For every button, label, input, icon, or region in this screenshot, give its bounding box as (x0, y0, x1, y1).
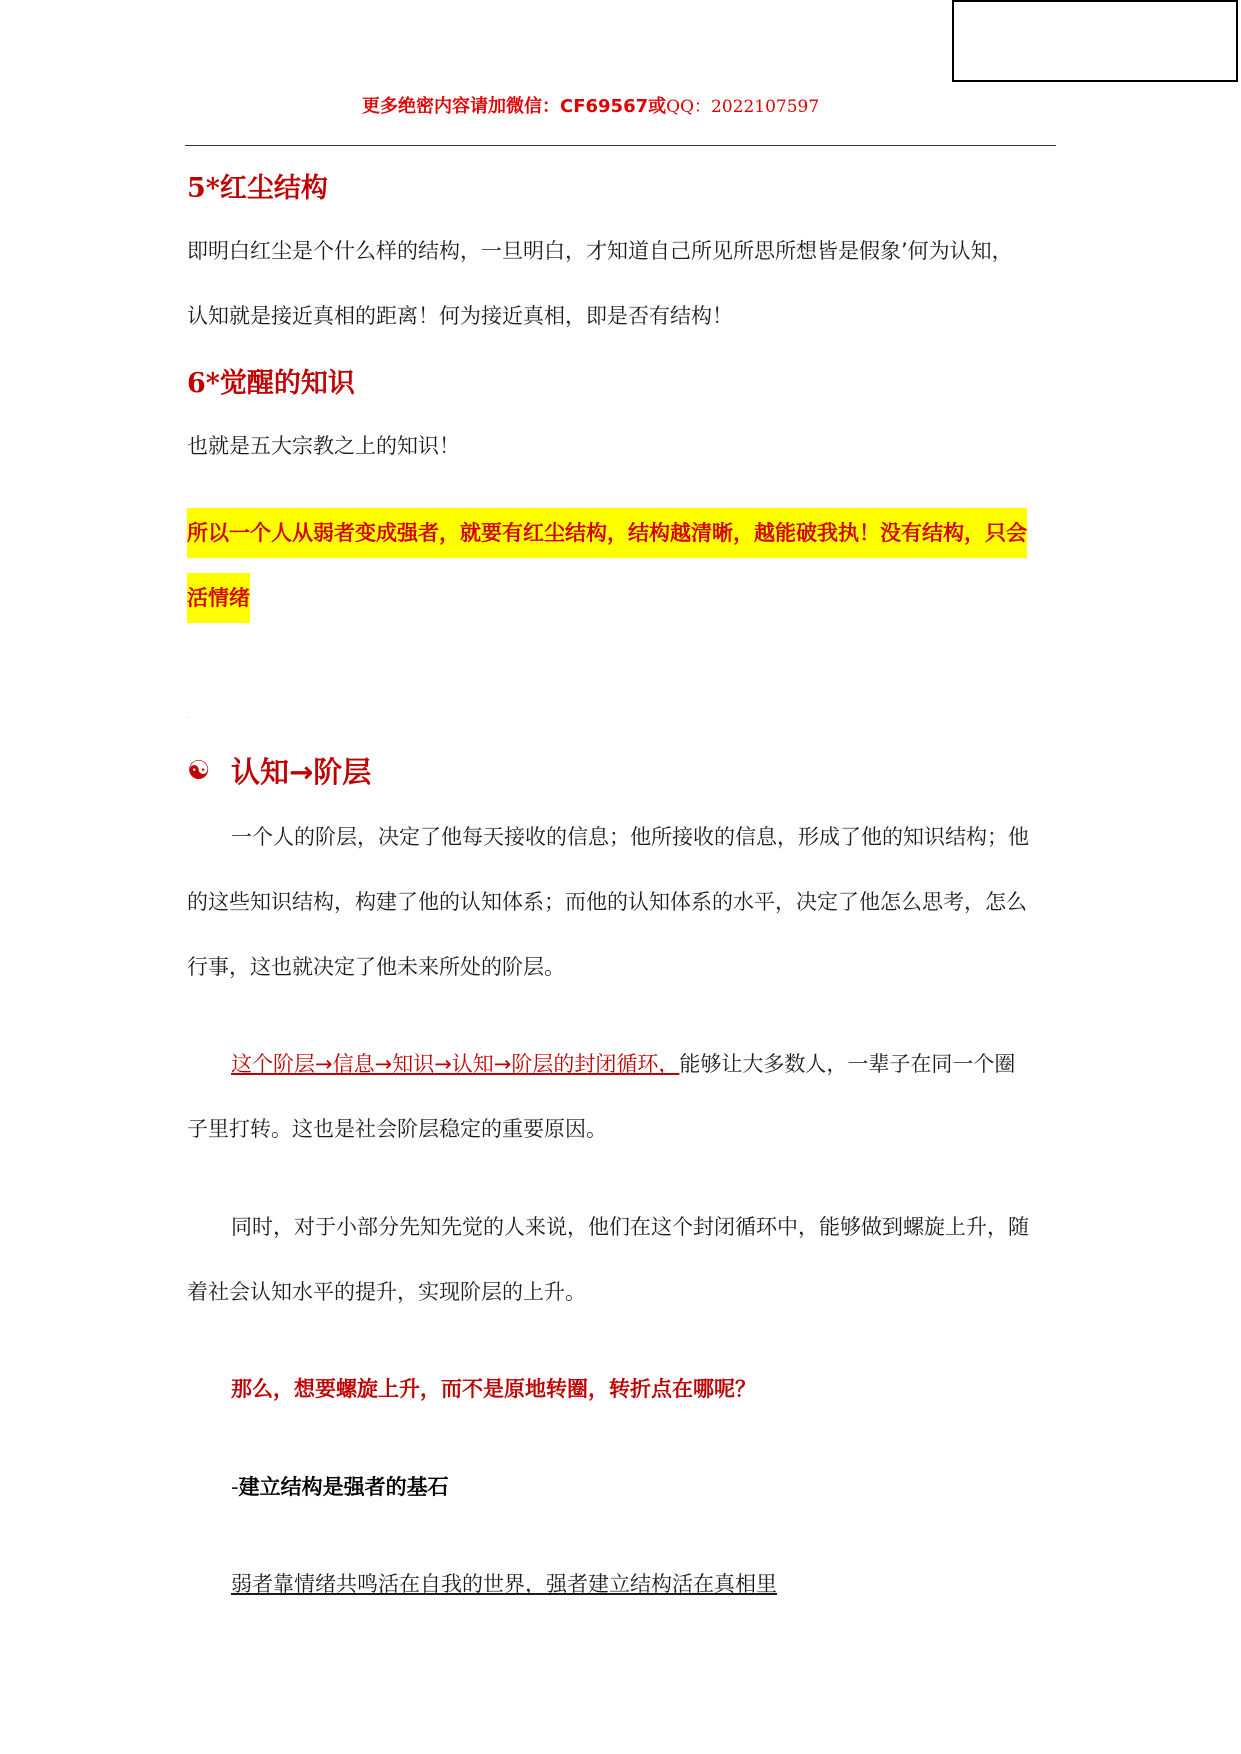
paragraph-line: 一个人的阶层，决定了他每天接收的信息；他所接收的信息，形成了他的知识结构；他 (231, 825, 1029, 849)
heading-text: 觉醒的知识 (219, 368, 355, 399)
paragraph-line: 着社会认知水平的提升，实现阶层的上升。 (187, 1280, 586, 1304)
yin-yang-icon: ☯ (187, 755, 211, 786)
point-heading (231, 1471, 449, 1501)
contact-text: 更多绝密内容请加微信：CF69567或 (362, 96, 667, 117)
paragraph-text: 能够让大多数人，一辈子在同一个圈 (679, 1052, 1016, 1076)
highlighted-statement-line: 活情绪 (187, 573, 250, 623)
point-title: 建立结构是强者的基石 (238, 1475, 449, 1499)
highlighted-statement-line: 所以一个人从弱者变成强者，就要有红尘结构，结构越清晰，越能破我执！没有结构，只会 (187, 508, 1027, 558)
section-title: 认知→阶层 (231, 755, 372, 789)
stray-dot: · (187, 715, 189, 722)
point-dash: - (231, 1475, 239, 1499)
qq-text: QQ：2022107597 (666, 97, 820, 117)
header-contact-note (362, 92, 819, 118)
paragraph-line: 行事，这也就决定了他未来所处的阶层。 (187, 955, 565, 979)
paragraph-line: 即明白红尘是个什么样的结构，一旦明白，才知道自己所见所思所想皆是假象’何为认知， (187, 239, 1013, 263)
paragraph-line (231, 1048, 1015, 1078)
paragraph-line: 的这些知识结构，构建了他的认知体系；而他的认知体系的水平，决定了他怎么思考，怎么 (187, 890, 1027, 914)
closing-statement: 弱者靠情绪共鸣活在自我的世界，强者建立结构活在真相里 (231, 1572, 777, 1596)
closed-loop-link[interactable]: 这个阶层→信息→知识→认知→阶层的封闭循环， (231, 1052, 680, 1076)
header-rule (185, 145, 1056, 146)
paragraph-line: 同时，对于小部分先知先觉的人来说，他们在这个封闭循环中，能够做到螺旋上升，随 (231, 1215, 1029, 1239)
question-line: 那么，想要螺旋上升，而不是原地转圈，转折点在哪呢？ (231, 1377, 756, 1401)
heading-number: 6* (187, 368, 220, 399)
paragraph-line: 子里打转。这也是社会阶层稳定的重要原因。 (187, 1117, 607, 1141)
corner-box (952, 0, 1238, 82)
heading-number: 5* (187, 173, 220, 204)
section-heading-cognition-class (187, 750, 371, 791)
heading-red-dust-structure (187, 166, 328, 205)
paragraph-line: 认知就是接近真相的距离！何为接近真相，即是否有结构！ (187, 304, 733, 328)
heading-awakening-knowledge (187, 361, 355, 400)
paragraph-line: 也就是五大宗教之上的知识！ (187, 434, 460, 458)
heading-text: 红尘结构 (219, 173, 328, 204)
